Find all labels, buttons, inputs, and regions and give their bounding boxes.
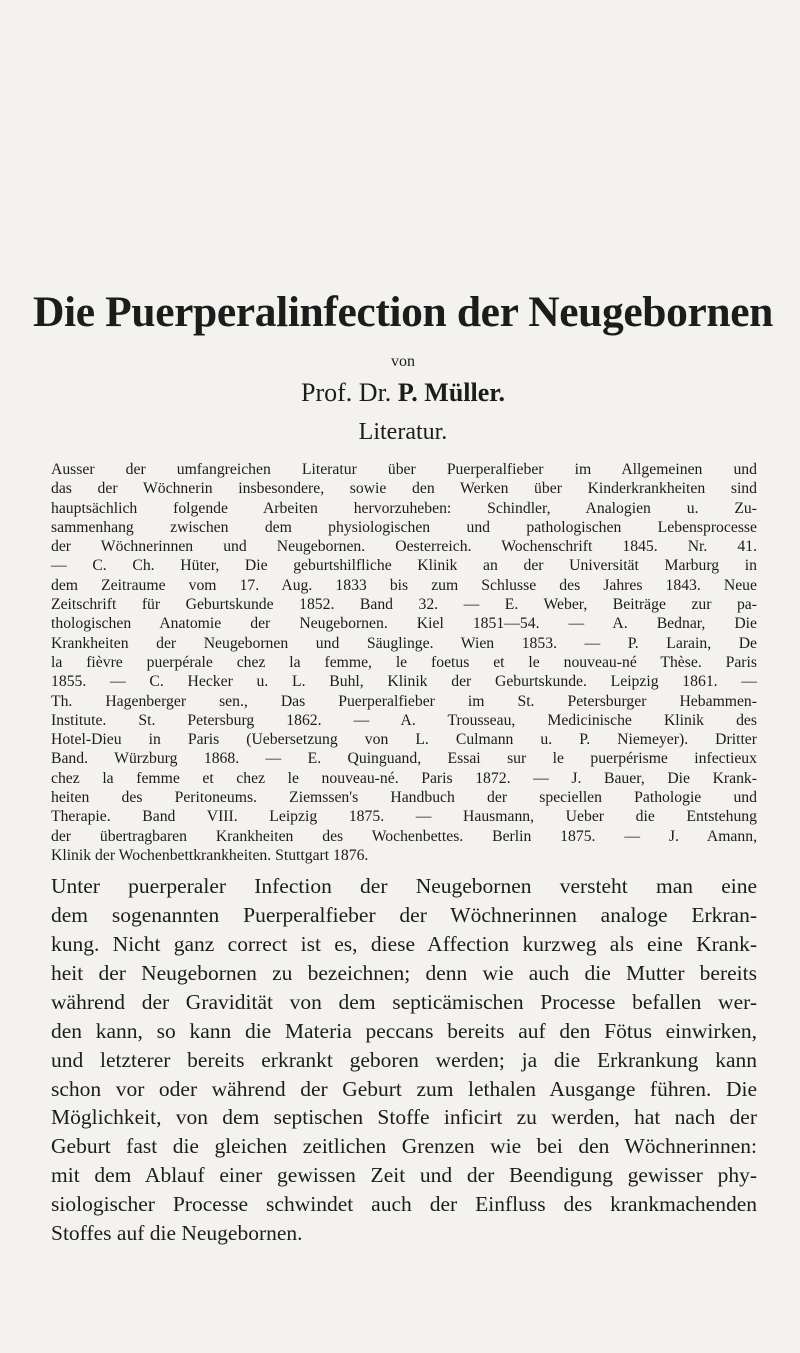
literature-line: la fièvre puerpérale chez la femme, le foetus et le nouveau-né Thèse. Paris	[51, 653, 757, 671]
literature-line: der übertragbaren Krankheiten des Wochenbettes. Berlin 1875. — J. Amann,	[51, 827, 757, 845]
literature-line: Ausser der umfangreichen Literatur über Puerperalfieber im Allgemeinen und	[51, 461, 757, 478]
literature-line: hauptsächlich folgende Arbeiten hervorzuheben: Schindler, Analogien u. Zu-	[51, 499, 757, 517]
literature-line: Therapie. Band VIII. Leipzig 1875. — Hausmann, Ueber die Entstehung	[51, 808, 757, 826]
body-line: siologischer Processe schwindet auch der Einfluss des krankmachenden	[51, 1192, 757, 1217]
body-line: dem sogenannten Puerperalfieber der Wöchnerinnen analoge Erkran-	[51, 903, 757, 928]
literature-line: Klinik der Wochenbettkrankheiten. Stuttgart 1876.	[51, 846, 369, 864]
literature-paragraph	[33, 460, 773, 865]
literature-line: Zeitschrift für Geburtskunde 1852. Band 32. — E. Weber, Beiträge zur pa-	[51, 596, 757, 614]
literature-line: der Wöchnerinnen und Neugebornen. Oesterreich. Wochenschrift 1845. Nr. 41.	[51, 538, 757, 556]
byline: von	[391, 353, 415, 370]
body-line: schon vor oder während der Geburt zum lethalen Ausgange führen. Die	[51, 1076, 757, 1101]
section-heading: Literatur.	[358, 419, 448, 445]
body-line: mit dem Ablauf einer gewissen Zeit und der Beendigung gewisser phy-	[51, 1163, 757, 1188]
literature-line: 1855. — C. Hecker u. L. Buhl, Klinik der Geburtskunde. Leipzig 1861. —	[51, 673, 757, 691]
literature-line: dem Zeitraume vom 17. Aug. 1833 bis zum Schlusse des Jahres 1843. Neue	[51, 576, 757, 594]
document-page	[33, 286, 773, 1248]
literature-line: Institute. St. Petersburg 1862. — A. Trousseau, Medicinische Klinik des	[51, 711, 757, 729]
literature-line: das der Wöchnerin insbesondere, sowie den Werken über Kinderkrankheiten sind	[51, 480, 757, 498]
literature-line: thologischen Anatomie der Neugebornen. Kiel 1851—54. — A. Bednar, Die	[51, 615, 757, 633]
document-title: Die Puerperalinfection der Neugebornen	[33, 288, 773, 336]
body-line: während der Gravidität von dem septicämischen Processe befallen wer-	[51, 989, 757, 1014]
literature-line: Band. Würzburg 1868. — E. Quinguand, Essai sur le puerpérisme infectieux	[51, 750, 757, 768]
literature-line: Krankheiten der Neugebornen und Säuglinge. Wien 1853. — P. Larain, De	[51, 634, 757, 652]
author-name: P. Müller.	[397, 378, 505, 407]
author-title: Prof. Dr.	[301, 378, 392, 407]
author-line	[33, 377, 773, 409]
body-line: Stoffes auf die Neugebornen.	[51, 1221, 303, 1246]
body-line: kung. Nicht ganz correct ist es, diese Affection kurzweg als eine Krank-	[51, 932, 757, 957]
literature-line: chez la femme et chez le nouveau-né. Paris 1872. — J. Bauer, Die Krank-	[51, 769, 757, 787]
literature-line: sammenhang zwischen dem physiologischen und pathologischen Lebensprocesse	[51, 518, 757, 536]
literature-line: heiten des Peritoneums. Ziemssen's Handbuch der speciellen Pathologie und	[51, 789, 757, 807]
literature-line: Hotel-Dieu in Paris (Uebersetzung von L. Culmann u. P. Niemeyer). Dritter	[51, 731, 757, 749]
body-line: heit der Neugebornen zu bezeichnen; denn wie auch die Mutter bereits	[51, 960, 757, 985]
literature-line: Th. Hagenberger sen., Das Puerperalfieber im St. Petersburger Hebammen-	[51, 692, 757, 710]
body-line: Unter puerperaler Infection der Neugebornen versteht man eine	[51, 874, 757, 899]
body-paragraph	[33, 872, 773, 1248]
body-line: und letzterer bereits erkrankt geboren werden; ja die Erkrankung kann	[51, 1047, 757, 1072]
body-line: Geburt fast die gleichen zeitlichen Grenzen wie bei den Wöchnerinnen:	[51, 1134, 757, 1159]
body-line: Möglichkeit, von dem septischen Stoffe inficirt zu werden, hat nach der	[51, 1105, 757, 1130]
literature-line: — C. Ch. Hüter, Die geburtshilfliche Klinik an der Universität Marburg in	[51, 557, 757, 575]
body-line: den kann, so kann die Materia peccans bereits auf den Fötus einwirken,	[51, 1018, 757, 1043]
